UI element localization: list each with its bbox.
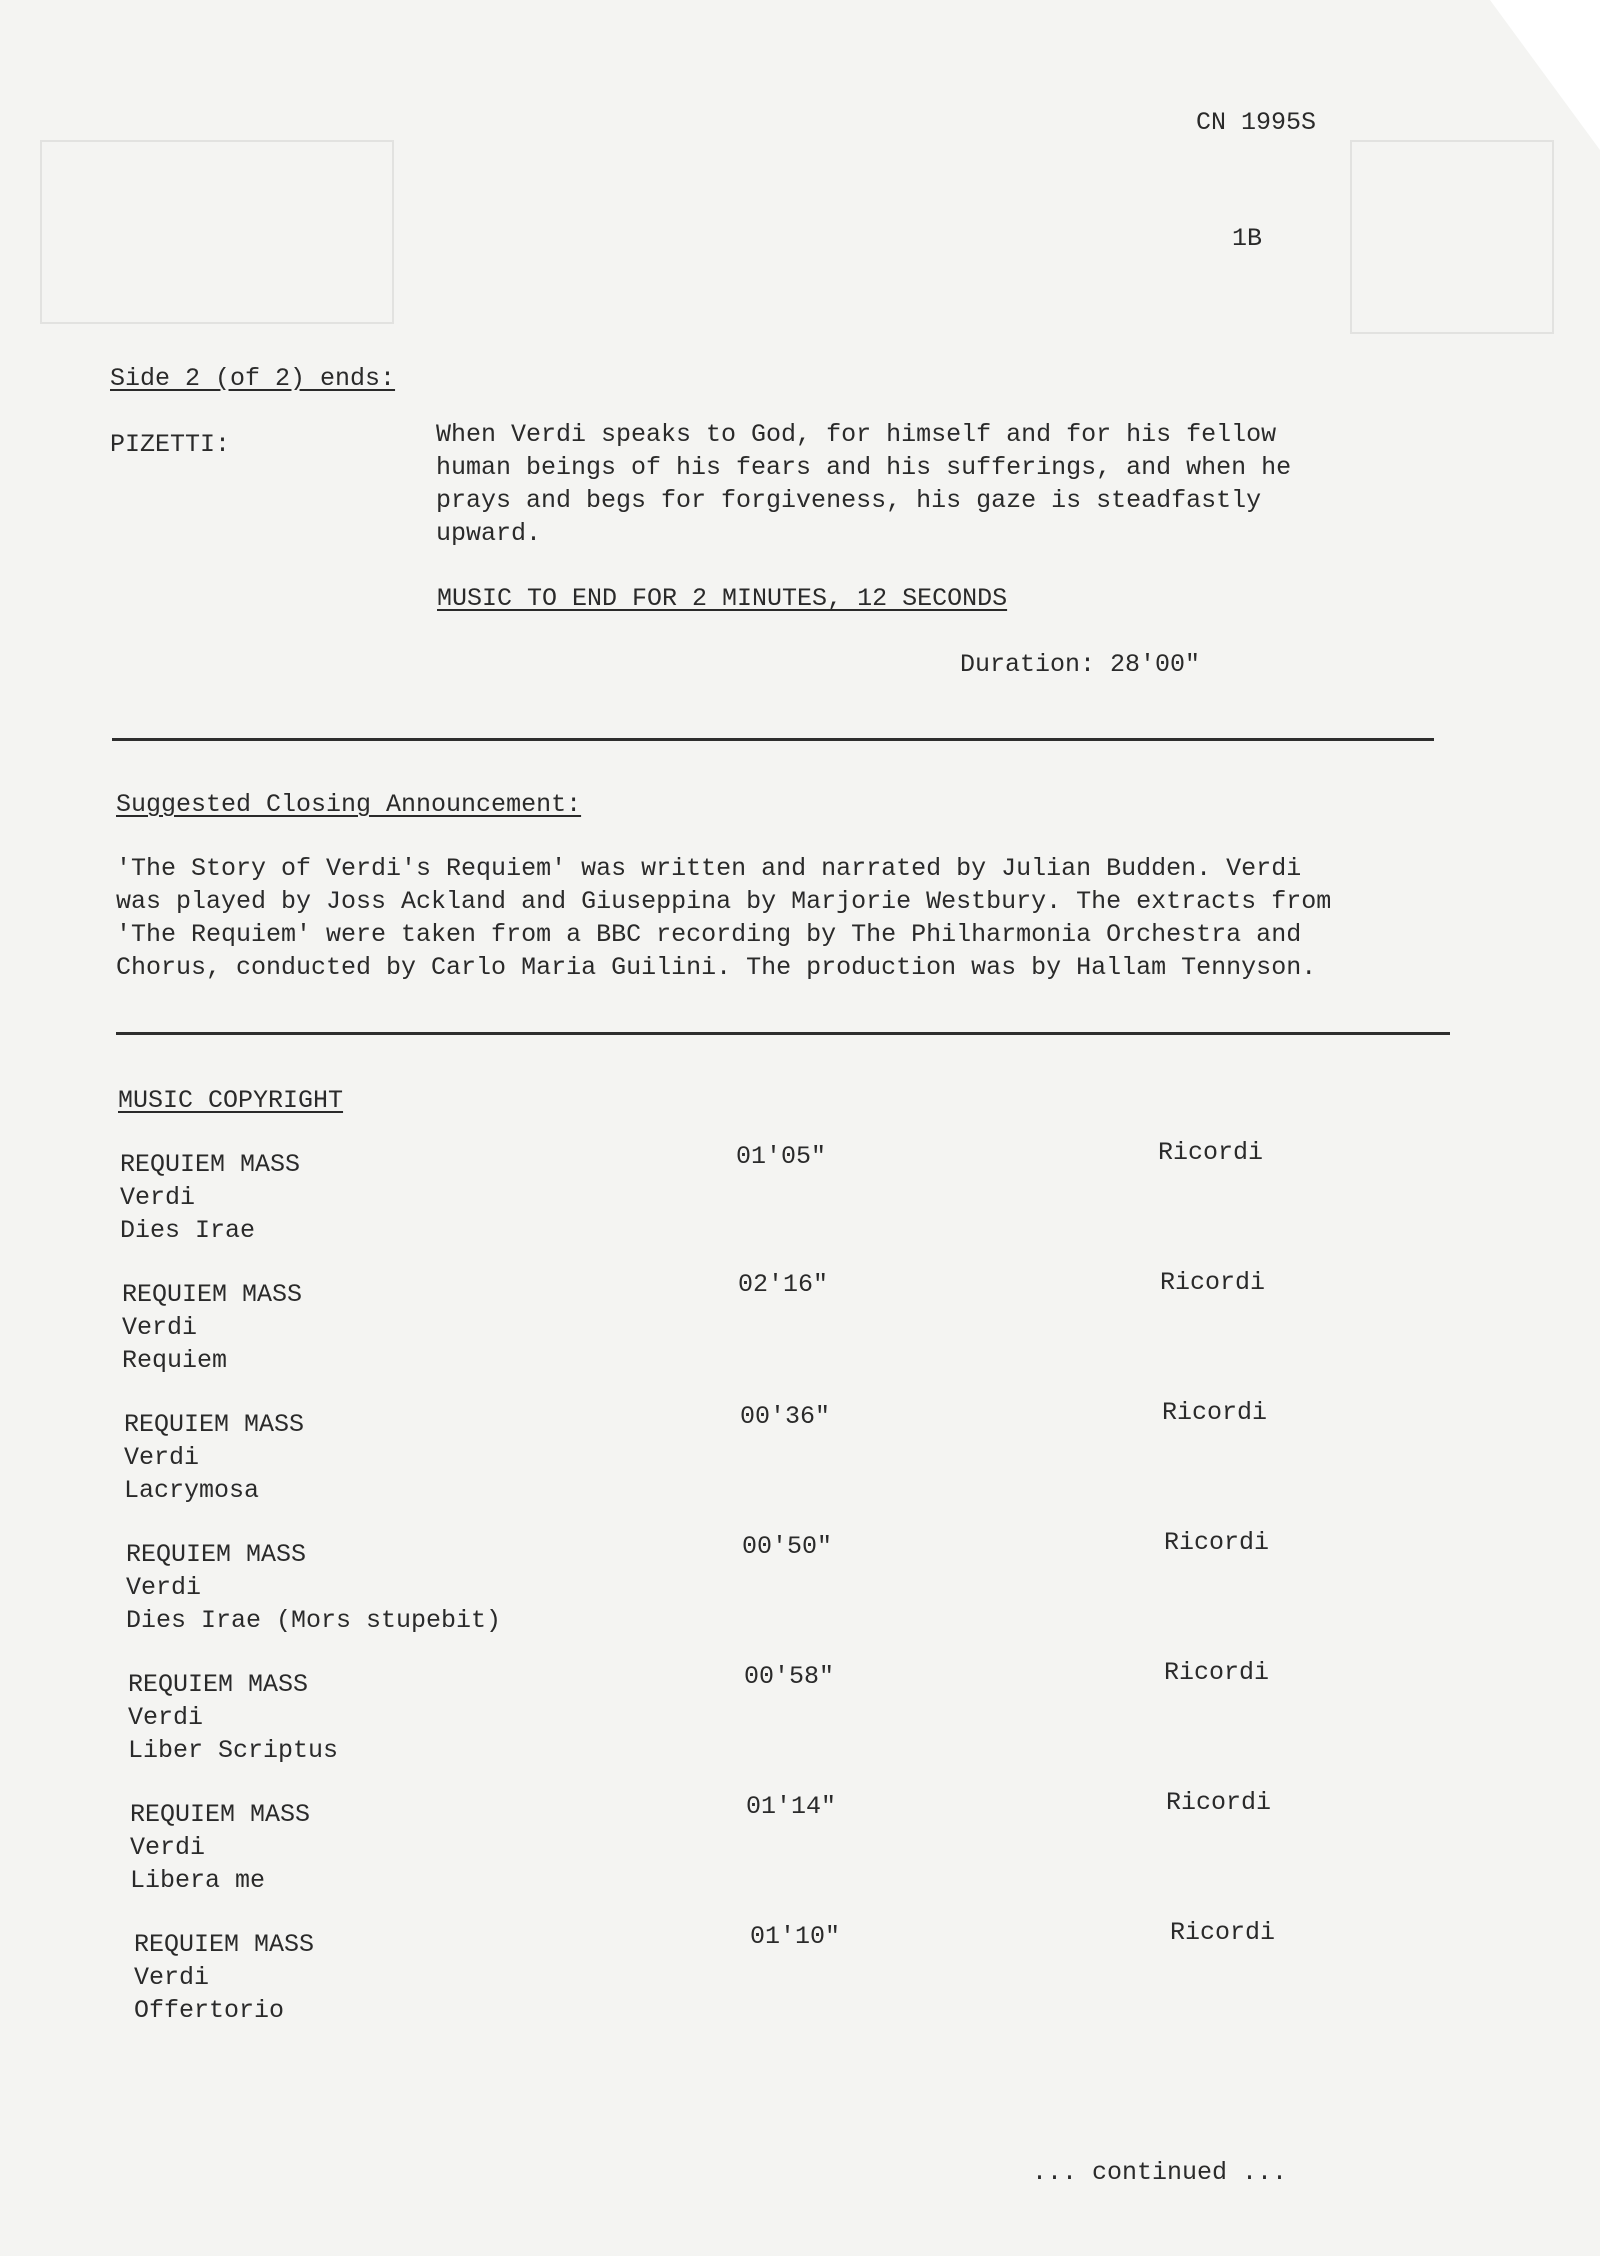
entry-movement: Lacrymosa — [124, 1476, 260, 1505]
closing-heading: Suggested Closing Announcement: — [116, 790, 582, 819]
copyright-entry — [122, 1278, 302, 1377]
entry-movement: Libera me — [130, 1866, 266, 1895]
entry-title: REQUIEM MASS — [122, 1280, 303, 1309]
speech-text: When Verdi speaks to God, for himself and for his fellow human beings of his fears and his sufferings, and when he prays and begs for forgiveness, his gaze is steadfastly upward. — [436, 420, 1292, 548]
entry-title: REQUIEM MASS — [120, 1150, 301, 1179]
entry-movement: Liber Scriptus — [128, 1736, 339, 1765]
entry-movement: Dies Irae (Mors stupebit) — [126, 1606, 502, 1635]
entry-composer: Verdi — [122, 1313, 198, 1342]
entry-publisher: Ricordi — [1170, 1918, 1276, 1947]
entry-title: REQUIEM MASS — [128, 1670, 309, 1699]
entry-duration: 00'58" — [744, 1662, 835, 1691]
bleed-through-logo — [1350, 140, 1554, 334]
copyright-entry — [130, 1798, 310, 1897]
music-copyright-heading: MUSIC COPYRIGHT — [118, 1086, 344, 1115]
entry-title: REQUIEM MASS — [134, 1930, 315, 1959]
copyright-entry — [120, 1148, 300, 1247]
entry-duration: 01'14" — [746, 1792, 837, 1821]
entry-title: REQUIEM MASS — [126, 1540, 307, 1569]
entry-publisher: Ricordi — [1158, 1138, 1264, 1167]
entry-publisher: Ricordi — [1162, 1398, 1268, 1427]
divider-rule — [116, 1032, 1450, 1035]
entry-publisher: Ricordi — [1164, 1528, 1270, 1557]
folded-corner — [1490, 0, 1600, 150]
entry-duration: 01'10" — [750, 1922, 841, 1951]
entry-publisher: Ricordi — [1164, 1658, 1270, 1687]
entry-composer: Verdi — [128, 1703, 204, 1732]
entry-composer: Verdi — [126, 1573, 202, 1602]
copyright-entry — [128, 1668, 338, 1767]
entry-duration: 01'05" — [736, 1142, 827, 1171]
entry-publisher: Ricordi — [1160, 1268, 1266, 1297]
entry-publisher: Ricordi — [1166, 1788, 1272, 1817]
closing-text: 'The Story of Verdi's Requiem' was written and narrated by Julian Budden. Verdi was played by Joss Ackland and Giuseppina by Marjorie Westbury. The extracts from 'The Requiem' were taken from a BBC recording by The Philharmonia Orchestra and Chorus, conducted by Carlo Maria Guilini. The production was by Hallam Tennyson. — [116, 854, 1332, 982]
duration: Duration: 28'00" — [960, 650, 1201, 679]
music-cue: MUSIC TO END FOR 2 MINUTES, 12 SECONDS — [437, 584, 1008, 613]
entry-duration: 02'16" — [738, 1270, 829, 1299]
entry-composer: Verdi — [124, 1443, 200, 1472]
copyright-entry — [134, 1928, 314, 2027]
speaker-label: PIZETTI: — [110, 430, 231, 459]
entry-movement: Requiem — [122, 1346, 228, 1375]
entry-movement: Offertorio — [134, 1996, 285, 2025]
divider-rule — [112, 738, 1434, 741]
page-number: 1B — [1232, 224, 1263, 253]
side-end-heading: Side 2 (of 2) ends: — [110, 364, 396, 393]
copyright-entry — [126, 1538, 501, 1637]
entry-duration: 00'36" — [740, 1402, 831, 1431]
copyright-entry — [124, 1408, 304, 1507]
entry-composer: Verdi — [130, 1833, 206, 1862]
entry-duration: 00'50" — [742, 1532, 833, 1561]
entry-title: REQUIEM MASS — [130, 1800, 311, 1829]
continued-note: ... continued ... — [1032, 2158, 1288, 2187]
bleed-through-stamp — [40, 140, 394, 324]
entry-composer: Verdi — [120, 1183, 196, 1212]
entry-title: REQUIEM MASS — [124, 1410, 305, 1439]
catalogue-number: CN 1995S — [1196, 108, 1317, 137]
entry-movement: Dies Irae — [120, 1216, 256, 1245]
entry-composer: Verdi — [134, 1963, 210, 1992]
